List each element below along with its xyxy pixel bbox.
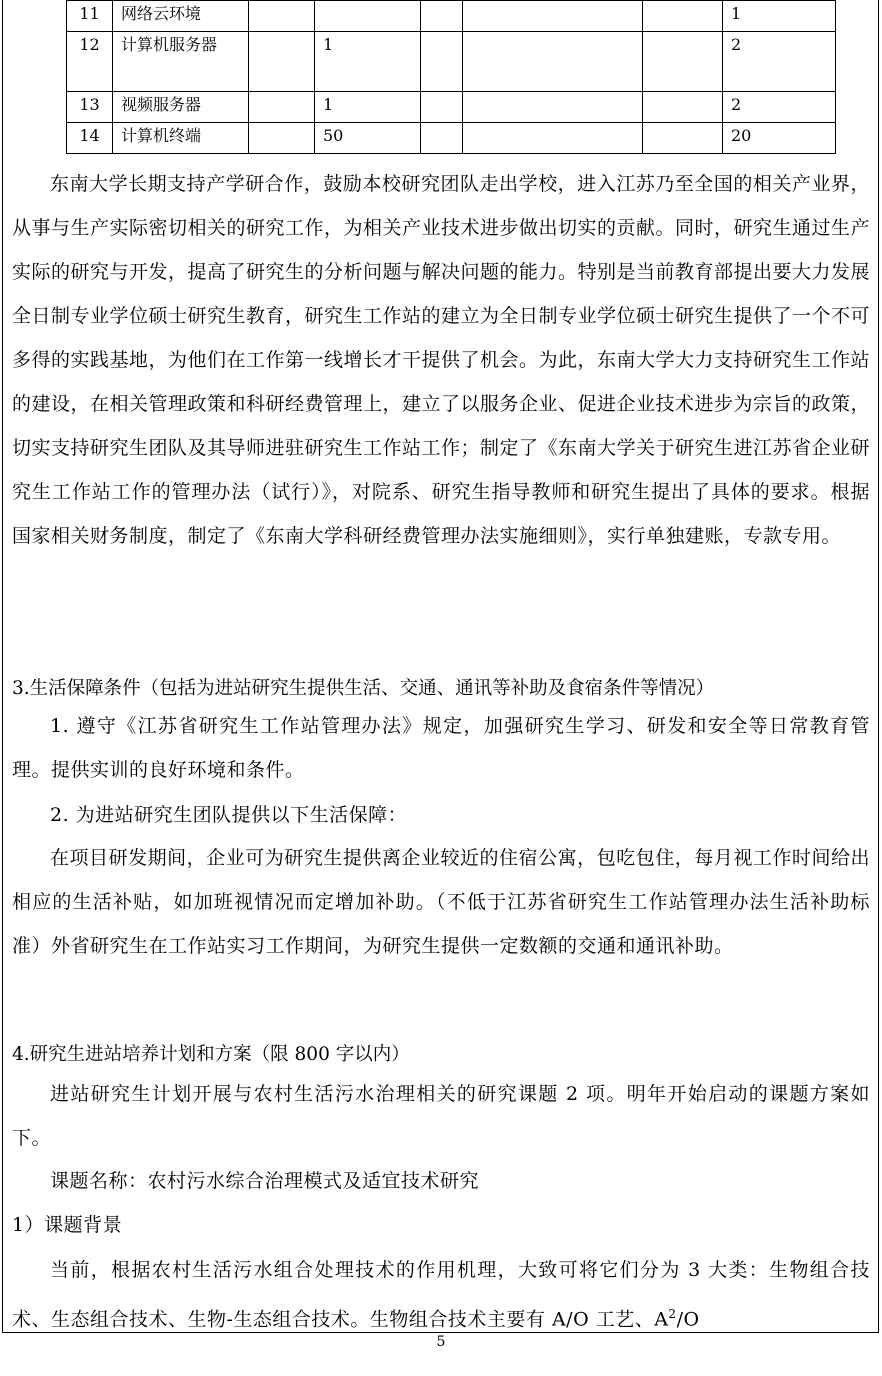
section3-item2: 2. 为进站研究生团队提供以下生活保障： xyxy=(50,804,408,826)
table-cell xyxy=(249,123,315,154)
table-row xyxy=(67,1,836,32)
table-cell xyxy=(315,1,421,32)
section3-item1: 1. 遵守《江苏省研究生工作站管理办法》规定，加强研究生学习、研发和安全等日常教育管理。提供实训的良好环境和条件。 xyxy=(12,715,870,781)
table-cell: 1 xyxy=(315,32,421,92)
section4-heading: 4.研究生进站培养计划和方案（限 800 字以内） xyxy=(12,1044,410,1065)
table-cell xyxy=(421,123,463,154)
table-cell xyxy=(643,32,723,92)
table-cell: 计算机服务器 xyxy=(113,32,249,92)
table-cell xyxy=(463,123,643,154)
subsection-background: 1）课题背景 xyxy=(12,1214,123,1236)
table-cell xyxy=(421,32,463,92)
table-cell: 网络云环境 xyxy=(113,1,249,32)
table-cell xyxy=(421,92,463,123)
table-cell xyxy=(643,92,723,123)
table-cell xyxy=(249,1,315,32)
table-cell: 计算机终端 xyxy=(113,123,249,154)
table-cell: 1 xyxy=(723,1,836,32)
table-row xyxy=(67,32,836,92)
table-cell: 13 xyxy=(67,92,113,123)
section3-heading: 3.生活保障条件（包括为进站研究生提供生活、交通、通讯等补助及食宿条件等情况） xyxy=(12,678,715,699)
section4-intro: 进站研究生计划开展与农村生活污水治理相关的研究课题 2 项。明年开始启动的课题方案如下。 xyxy=(12,1083,870,1149)
table-row xyxy=(67,123,836,154)
table-cell xyxy=(249,32,315,92)
table-cell: 14 xyxy=(67,123,113,154)
background-paragraph: 当前，根据农村生活污水组合处理技术的作用机理，大致可将它们分为 3 大类：生物组合技术、生态组合技术、生物-生态组合技术。生物组合技术主要有 A/O 工艺、$A^2/O$ xyxy=(12,1259,870,1331)
table-row xyxy=(67,92,836,123)
table-cell: 2 xyxy=(723,32,836,92)
table-cell xyxy=(463,1,643,32)
table-cell: 视频服务器 xyxy=(113,92,249,123)
table-cell xyxy=(463,92,643,123)
table-cell xyxy=(421,1,463,32)
table-cell: 1 xyxy=(315,92,421,123)
page-number: 5 xyxy=(436,1334,446,1350)
table-cell: 20 xyxy=(723,123,836,154)
table-cell: 11 xyxy=(67,1,113,32)
section3-paragraph: 在项目研发期间，企业可为研究生提供离企业较近的住宿公寓，包吃包住，每月视工作时间给出相应的生活补贴，如加班视情况而定增加补助。（不低于江苏省研究生工作站管理办法生活补助标准）外省研究生在工作站实习工作期间，为研究生提供一定数额的交通和通讯补助。 xyxy=(12,847,870,957)
section2-paragraph: 东南大学长期支持产学研合作，鼓励本校研究团队走出学校，进入江苏乃至全国的相关产业界，从事与生产实际密切相关的研究工作，为相关产业技术进步做出切实的贡献。同时，研究生通过生产实际的研究与开发，提高了研究生的分析问题与解决问题的能力。特别是当前教育部提出要大力发展全日制专业学位硕士研究生教育，研究生工作站的建立为全日制专业学位硕士研究生提供了一个不可多得的实践基地，为他们在工作第一线增长才干提供了机会。为此，东南大学大力支持研究生工作站的建设，在相关管理政策和科研经费管理上，建立了以服务企业、促进企业技术进步为宗旨的政策，切实支持研究生团队及其导师进驻研究生工作站工作；制定了《东南大学关于研究生进江苏省企业研究生工作站工作的管理办法（试行）》，对院系、研究生指导教师和研究生提出了具体的要求。根据国家相关财务制度，制定了《东南大学科研经费管理办法实施细则》，实行单独建账，专款专用。 xyxy=(12,173,871,547)
table-cell: 50 xyxy=(315,123,421,154)
table-cell: 2 xyxy=(723,92,836,123)
table-cell xyxy=(249,92,315,123)
table-cell: 12 xyxy=(67,32,113,92)
table-cell xyxy=(643,123,723,154)
equipment-table xyxy=(66,0,836,154)
topic-title: 课题名称：农村污水综合治理模式及适宜技术研究 xyxy=(50,1170,480,1192)
table-cell xyxy=(643,1,723,32)
table-cell xyxy=(463,32,643,92)
